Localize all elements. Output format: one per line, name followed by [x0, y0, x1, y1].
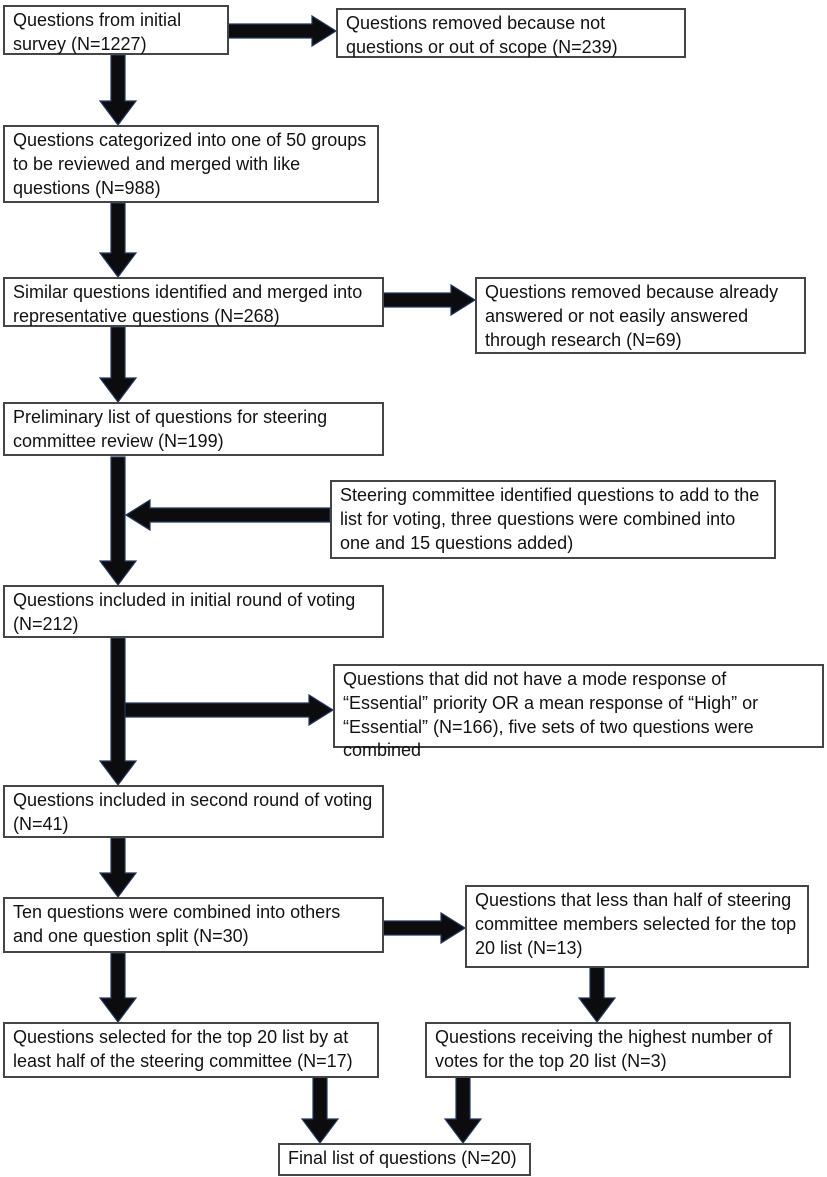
arrow-down-icon [445, 1077, 481, 1143]
arrow-down-icon [100, 953, 136, 1022]
arrow-right-icon [228, 16, 336, 46]
node-final-list: Final list of questions (N=20) [278, 1143, 531, 1176]
arrow-right-icon [112, 695, 333, 725]
node-initial-voting: Questions included in initial round of voting (N=212) [3, 585, 384, 638]
node-highest-votes: Questions receiving the highest number of votes for the top 20 list (N=3) [425, 1022, 791, 1078]
arrow-down-icon [100, 55, 136, 125]
arrow-right-icon [383, 913, 465, 943]
arrow-down-icon [100, 327, 136, 402]
arrow-down-icon [100, 203, 136, 277]
node-preliminary-list: Preliminary list of questions for steering committee review (N=199) [3, 402, 384, 456]
node-second-voting: Questions included in second round of voting (N=41) [3, 785, 384, 838]
node-categorized: Questions categorized into one of 50 groups to be reviewed and merged with like questions (N=988) [3, 125, 379, 203]
node-ten-combined: Ten questions were combined into others and one question split (N=30) [3, 897, 384, 953]
node-removed-answered: Questions removed because already answered or not easily answered through research (N=69) [475, 277, 806, 354]
node-less-than-half: Questions that less than half of steering committee members selected for the top 20 list (N=13) [465, 885, 809, 968]
node-top20-selected: Questions selected for the top 20 list by at least half of the steering committee (N=17) [3, 1022, 379, 1078]
arrow-down-icon [100, 838, 136, 897]
arrow-down-icon [579, 967, 615, 1022]
node-mode-response-removed: Questions that did not have a mode response of “Essential” priority OR a mean response of “High” or “Essential” (N=166), five sets of two questions were combined [333, 664, 824, 748]
arrow-right-icon [383, 285, 475, 315]
node-removed-scope: Questions removed because not questions or out of scope (N=239) [336, 8, 686, 58]
arrow-down-icon [302, 1077, 338, 1143]
node-initial-survey: Questions from initial survey (N=1227) [3, 5, 229, 55]
node-committee-added: Steering committee identified questions to add to the list for voting, three questions were combined into one and 15 questions added) [330, 480, 776, 559]
arrow-down-icon [100, 457, 136, 585]
node-merged: Similar questions identified and merged into representative questions (N=268) [3, 277, 384, 327]
arrow-left-icon [126, 500, 330, 530]
